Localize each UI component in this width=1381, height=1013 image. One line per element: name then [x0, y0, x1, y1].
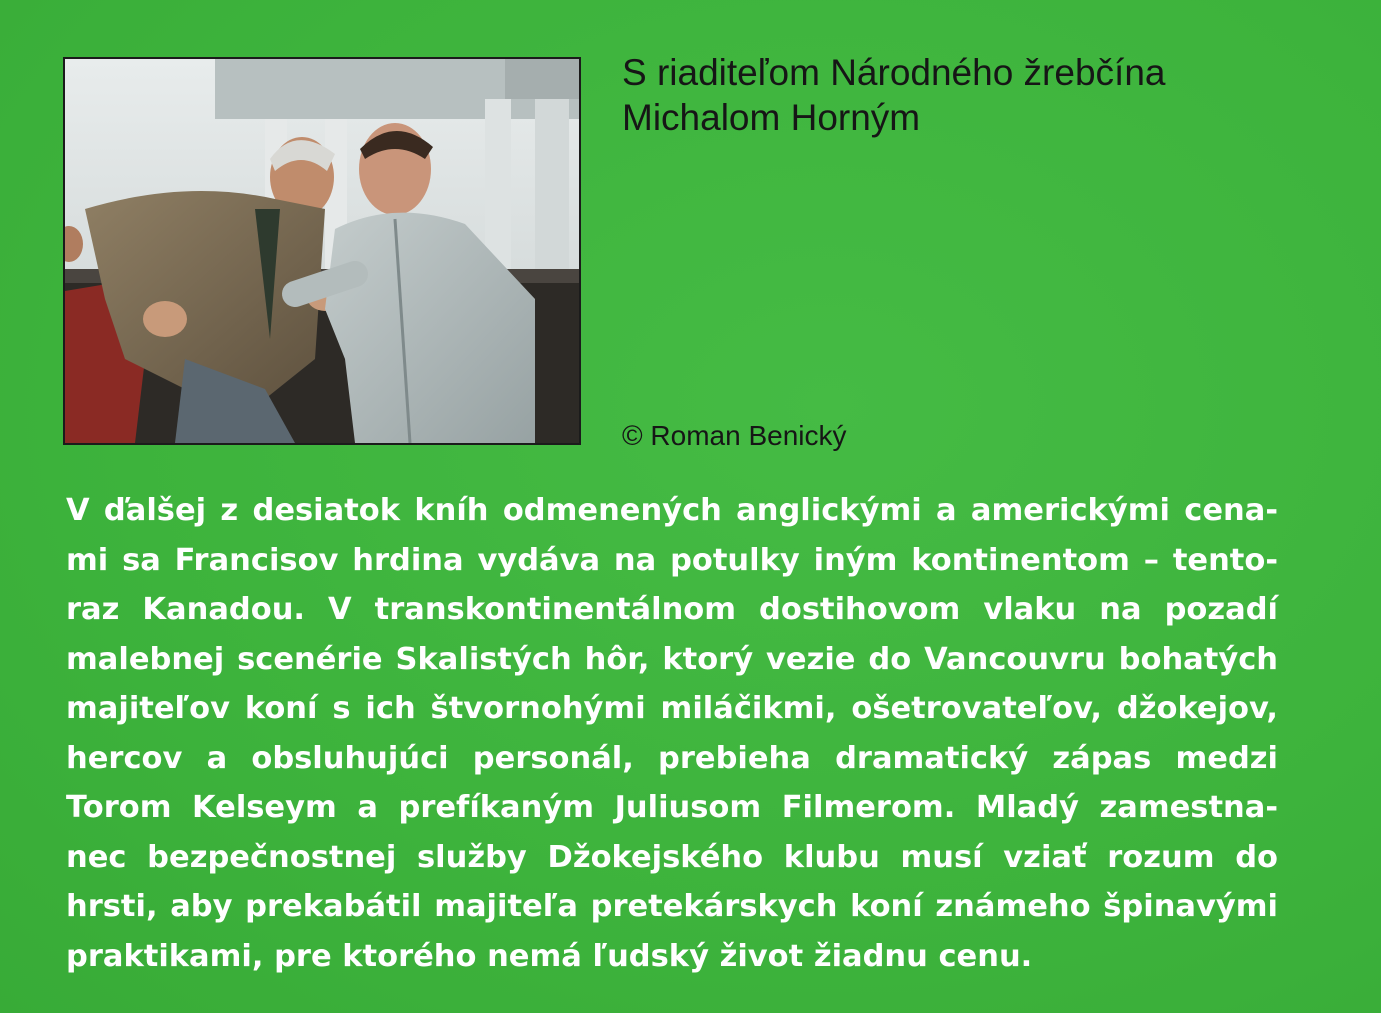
- caption-line-1: S riaditeľom Národného žrebčína: [622, 52, 1166, 93]
- description-line: raz Kanadou. V transkontinentálnom dostihovom vlaku na pozadí: [66, 592, 1278, 627]
- description-line: nec bezpečnostnej služby Džokejského klubu musí vziať rozum do: [66, 839, 1278, 875]
- description-line: praktikami, pre ktorého nemá ľudský život žiadnu cenu.: [66, 938, 1033, 974]
- description-line: V ďalšej z desiatok kníh odmenených anglickými a americkými cena-: [66, 493, 1278, 528]
- description-line: hercov a obsluhujúci personál, prebieha dramatický zápas medzi: [66, 740, 1278, 776]
- description-line: majiteľov koní s ich štvornohými miláčikmi, ošetrovateľov, džokejov,: [66, 691, 1278, 726]
- photo-credit: © Roman Benický: [622, 420, 847, 451]
- description-line: malebnej scenérie Skalistých hôr, ktorý vezie do Vancouvru bohatých: [66, 641, 1278, 677]
- description-line: hrsti, aby prekabátil majiteľa pretekárskych koní známeho špinavými: [66, 889, 1278, 924]
- book-description: [66, 486, 1278, 981]
- description-line: mi sa Francisov hrdina vydáva na potulky iným kontinentom – tento-: [66, 542, 1278, 578]
- author-photo: [63, 57, 581, 445]
- description-line: Torom Kelseym a prefíkaným Juliusom Filmerom. Mladý zamestna-: [66, 790, 1278, 825]
- caption-line-2: Michalom Horným: [622, 97, 921, 138]
- photo-caption: [622, 50, 1342, 140]
- photo-illustration: [65, 59, 579, 443]
